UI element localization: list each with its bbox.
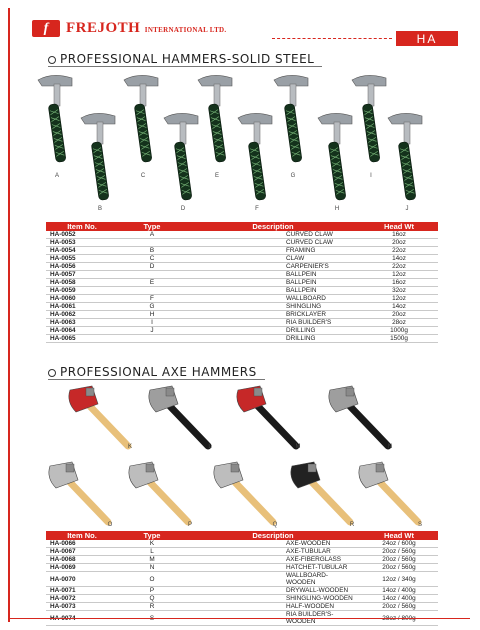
description-cell: CLAW bbox=[186, 255, 360, 263]
hammer-g-image bbox=[274, 75, 308, 179]
item-no-cell: HA-0060 bbox=[46, 295, 118, 303]
description-cell: WALLBOARD bbox=[186, 295, 360, 303]
hammer-label: J bbox=[405, 206, 409, 212]
item-no-cell: HA-0069 bbox=[46, 564, 118, 572]
description-cell: SHINGLING bbox=[186, 303, 360, 311]
table-row bbox=[46, 287, 438, 295]
hammer-f-image bbox=[238, 113, 272, 212]
description-cell: BALLPEIN bbox=[186, 279, 360, 287]
head-wt-cell: 20oz / 560g bbox=[360, 603, 438, 611]
table-row bbox=[46, 540, 438, 548]
col-description: Description bbox=[186, 531, 360, 540]
item-no-cell: HA-0057 bbox=[46, 271, 118, 279]
item-no-cell: HA-0073 bbox=[46, 603, 118, 611]
axes-section-title bbox=[48, 365, 257, 379]
description-cell: DRILLING bbox=[186, 335, 360, 343]
type-cell bbox=[118, 287, 186, 295]
hammer-b-image bbox=[81, 113, 115, 212]
head-wt-cell: 12oz / 340g bbox=[360, 572, 438, 587]
type-cell: M bbox=[118, 556, 186, 564]
title-bullet-icon bbox=[48, 369, 56, 377]
type-cell: L bbox=[118, 548, 186, 556]
head-wt-cell: 16oz bbox=[360, 231, 438, 239]
description-cell: SHINGLING-WOODEN bbox=[186, 595, 360, 603]
hammer-d-image bbox=[164, 113, 198, 212]
type-cell: H bbox=[118, 311, 186, 319]
head-wt-cell: 14oz / 400g bbox=[360, 595, 438, 603]
head-wt-cell: 14oz / 400g bbox=[360, 587, 438, 595]
type-cell: A bbox=[118, 231, 186, 239]
hammer-c-image bbox=[124, 75, 158, 179]
item-no-cell: HA-0072 bbox=[46, 595, 118, 603]
type-cell bbox=[118, 239, 186, 247]
hammer-label: H bbox=[334, 206, 340, 212]
axe-s-image bbox=[359, 462, 422, 528]
hammer-label: I bbox=[370, 173, 372, 179]
section-code-tag: HA bbox=[396, 31, 458, 46]
type-cell: B bbox=[118, 247, 186, 255]
table-row bbox=[46, 335, 438, 343]
axe-label: R bbox=[349, 522, 355, 528]
description-cell: RIA BUILDER'S bbox=[186, 319, 360, 327]
head-wt-cell: 12oz bbox=[360, 271, 438, 279]
col-head-wt: Head Wt bbox=[360, 531, 438, 540]
item-no-cell: HA-0065 bbox=[46, 335, 118, 343]
table-row bbox=[46, 311, 438, 319]
type-cell: I bbox=[118, 319, 186, 327]
hammer-label: G bbox=[290, 173, 296, 179]
type-cell: E bbox=[118, 279, 186, 287]
head-wt-cell: 12oz bbox=[360, 295, 438, 303]
head-wt-cell: 24oz / 600g bbox=[360, 540, 438, 548]
axes-spec-table bbox=[46, 531, 438, 626]
axe-q-image bbox=[214, 462, 278, 528]
type-cell: Q bbox=[118, 595, 186, 603]
description-cell: BALLPEIN bbox=[186, 271, 360, 279]
title-bullet-icon bbox=[48, 56, 56, 64]
head-wt-cell: 22oz bbox=[360, 263, 438, 271]
item-no-cell: HA-0058 bbox=[46, 279, 118, 287]
head-wt-cell: 28oz bbox=[360, 319, 438, 327]
head-wt-cell: 16oz bbox=[360, 279, 438, 287]
type-cell: N bbox=[118, 564, 186, 572]
table-row bbox=[46, 327, 438, 335]
description-cell: WALLBOARD-WOODEN bbox=[186, 572, 360, 587]
axe-l-image bbox=[149, 386, 212, 450]
table-row bbox=[46, 231, 438, 239]
head-wt-cell: 32oz bbox=[360, 287, 438, 295]
item-no-cell: HA-0053 bbox=[46, 239, 118, 247]
axe-label: S bbox=[417, 522, 423, 528]
table-header-row bbox=[46, 531, 438, 540]
type-cell: R bbox=[118, 603, 186, 611]
head-wt-cell: 20oz / 560g bbox=[360, 556, 438, 564]
hammer-label: E bbox=[214, 173, 220, 179]
description-cell: BRICKLAYER bbox=[186, 311, 360, 319]
description-cell: DRYWALL-WOODEN bbox=[186, 587, 360, 595]
item-no-cell: HA-0056 bbox=[46, 263, 118, 271]
type-cell: S bbox=[118, 611, 186, 626]
hammer-label: B bbox=[97, 206, 103, 212]
hammer-i-image bbox=[352, 75, 386, 179]
type-cell bbox=[118, 335, 186, 343]
table-row bbox=[46, 587, 438, 595]
head-wt-cell: 28oz / 800g bbox=[360, 611, 438, 626]
table-row bbox=[46, 255, 438, 263]
hammer-product-images bbox=[30, 72, 450, 222]
axe-o-image bbox=[49, 462, 113, 528]
left-margin-rule bbox=[8, 8, 10, 622]
table-row bbox=[46, 247, 438, 255]
type-cell: C bbox=[118, 255, 186, 263]
description-cell: CURVED CLAW bbox=[186, 239, 360, 247]
hammers-spec-table bbox=[46, 222, 438, 343]
col-type: Type bbox=[118, 531, 186, 540]
head-wt-cell: 14oz bbox=[360, 303, 438, 311]
item-no-cell: HA-0066 bbox=[46, 540, 118, 548]
table-row bbox=[46, 572, 438, 587]
head-wt-cell: 20oz bbox=[360, 239, 438, 247]
hammer-h-image bbox=[318, 113, 352, 212]
axe-label: Q bbox=[272, 522, 278, 528]
item-no-cell: HA-0068 bbox=[46, 556, 118, 564]
table-header-row bbox=[46, 222, 438, 231]
description-cell: HATCHET-TUBULAR bbox=[186, 564, 360, 572]
head-wt-cell: 20oz / 560g bbox=[360, 548, 438, 556]
table-row bbox=[46, 303, 438, 311]
table-row bbox=[46, 319, 438, 327]
item-no-cell: HA-0055 bbox=[46, 255, 118, 263]
item-no-cell: HA-0071 bbox=[46, 587, 118, 595]
description-cell: AXE-FIBERGLASS bbox=[186, 556, 360, 564]
axe-product-images bbox=[30, 380, 450, 530]
col-description: Description bbox=[186, 222, 360, 231]
item-no-cell: HA-0067 bbox=[46, 548, 118, 556]
axe-k-image bbox=[69, 386, 132, 450]
footer-rule bbox=[10, 618, 470, 619]
description-cell: DRILLING bbox=[186, 327, 360, 335]
description-cell: AXE-TUBULAR bbox=[186, 548, 360, 556]
axe-label: N bbox=[387, 444, 393, 450]
col-item-no: Item No. bbox=[46, 531, 118, 540]
hammer-e-image bbox=[198, 75, 232, 179]
hammers-title-text: PROFESSIONAL HAMMERS-SOLID STEEL bbox=[60, 52, 315, 66]
company-name: FREJOTH bbox=[66, 20, 141, 36]
axe-r-image bbox=[291, 462, 355, 528]
table-row bbox=[46, 564, 438, 572]
hammer-j-image bbox=[388, 113, 422, 212]
hammer-label: F bbox=[255, 206, 259, 212]
description-cell: FRAMING bbox=[186, 247, 360, 255]
col-item-no: Item No. bbox=[46, 222, 118, 231]
type-cell: D bbox=[118, 263, 186, 271]
description-cell: CARPENIER'S bbox=[186, 263, 360, 271]
company-subtitle: INTERNATIONAL LTD. bbox=[144, 26, 227, 34]
table-row bbox=[46, 295, 438, 303]
axe-p-image bbox=[129, 462, 192, 528]
head-wt-cell: 1000g bbox=[360, 327, 438, 335]
table-row bbox=[46, 271, 438, 279]
type-cell: F bbox=[118, 295, 186, 303]
header-dashed-rule bbox=[272, 38, 392, 39]
axe-label: L bbox=[208, 444, 212, 450]
description-cell: CURVED CLAW bbox=[186, 231, 360, 239]
axe-label: P bbox=[187, 522, 193, 528]
head-wt-cell: 1500g bbox=[360, 335, 438, 343]
hammer-label: A bbox=[54, 173, 60, 179]
item-no-cell: HA-0070 bbox=[46, 572, 118, 587]
axe-label: O bbox=[107, 522, 113, 528]
item-no-cell: HA-0061 bbox=[46, 303, 118, 311]
type-cell: P bbox=[118, 587, 186, 595]
description-cell: BALLPEIN bbox=[186, 287, 360, 295]
hammer-label: C bbox=[140, 173, 146, 179]
axe-m-image bbox=[237, 386, 301, 450]
axe-label: K bbox=[127, 444, 133, 450]
description-cell: HALF-WOODEN bbox=[186, 603, 360, 611]
item-no-cell: HA-0074 bbox=[46, 611, 118, 626]
table-row bbox=[46, 595, 438, 603]
col-type: Type bbox=[118, 222, 186, 231]
type-cell: G bbox=[118, 303, 186, 311]
item-no-cell: HA-0054 bbox=[46, 247, 118, 255]
item-no-cell: HA-0052 bbox=[46, 231, 118, 239]
head-wt-cell: 20oz bbox=[360, 311, 438, 319]
head-wt-cell: 20oz / 560g bbox=[360, 564, 438, 572]
description-cell: AXE-WOODEN bbox=[186, 540, 360, 548]
table-row bbox=[46, 556, 438, 564]
axes-title-text: PROFESSIONAL AXE HAMMERS bbox=[60, 365, 257, 379]
table-row bbox=[46, 239, 438, 247]
col-head-wt: Head Wt bbox=[360, 222, 438, 231]
logo-glyph: f bbox=[43, 20, 49, 36]
table-row bbox=[46, 279, 438, 287]
type-cell: K bbox=[118, 540, 186, 548]
brand-name bbox=[66, 19, 226, 37]
item-no-cell: HA-0062 bbox=[46, 311, 118, 319]
table-row bbox=[46, 548, 438, 556]
head-wt-cell: 14oz bbox=[360, 255, 438, 263]
table-row bbox=[46, 263, 438, 271]
hammer-a-image bbox=[38, 75, 72, 179]
description-cell: RIA BUILDER'S-WOODEN bbox=[186, 611, 360, 626]
company-logo bbox=[32, 20, 60, 37]
head-wt-cell: 22oz bbox=[360, 247, 438, 255]
type-cell: J bbox=[118, 327, 186, 335]
axe-label: M bbox=[295, 444, 301, 450]
item-no-cell: HA-0064 bbox=[46, 327, 118, 335]
type-cell bbox=[118, 271, 186, 279]
hammers-section-title bbox=[48, 52, 314, 66]
item-no-cell: HA-0063 bbox=[46, 319, 118, 327]
table-row bbox=[46, 603, 438, 611]
type-cell: O bbox=[118, 572, 186, 587]
axe-n-image bbox=[329, 386, 392, 450]
hammer-label: D bbox=[180, 206, 186, 212]
item-no-cell: HA-0059 bbox=[46, 287, 118, 295]
